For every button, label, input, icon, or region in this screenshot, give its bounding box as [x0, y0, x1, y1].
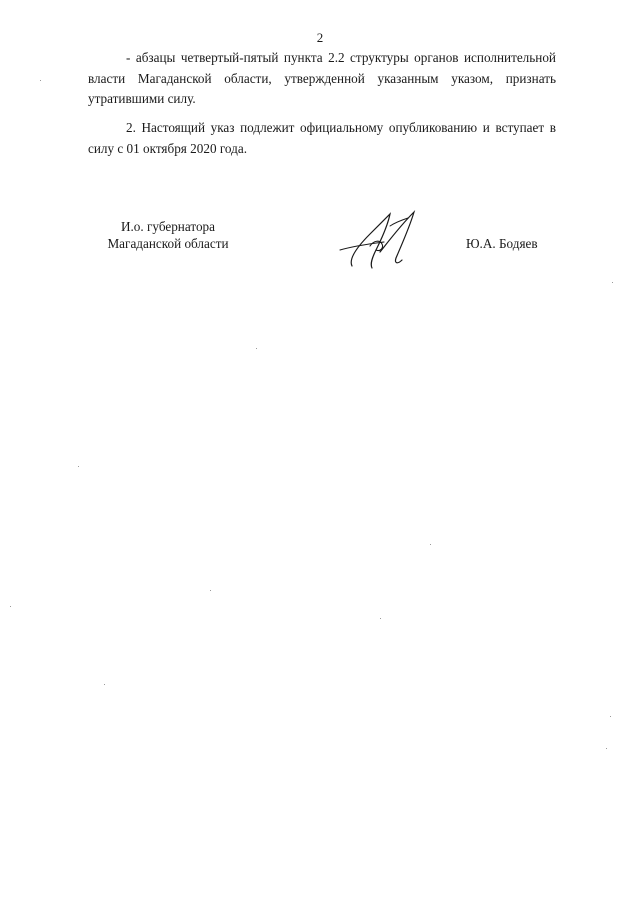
paragraph-repeal: - абзацы четвертый-пятый пункта 2.2 структуры органов исполнительной власти Магаданской области, утвержденной указанным указом, признать утратившими силу.	[88, 50, 556, 106]
scan-speck	[256, 348, 257, 349]
scan-speck	[380, 618, 381, 619]
handwritten-signature	[330, 206, 425, 274]
scan-speck	[610, 716, 611, 717]
scan-speck	[612, 282, 613, 283]
scan-speck	[430, 544, 431, 545]
scan-speck	[606, 748, 607, 749]
signatory-name: Ю.А. Бодяев	[466, 236, 538, 251]
page-number: 2	[316, 30, 324, 45]
scan-speck	[40, 80, 41, 81]
paragraph-entry-into-force: 2. Настоящий указ подлежит официальному опубликованию и вступает в силу с 01 октября 2020 года.	[88, 120, 556, 156]
signatory-title-line2: Магаданской области	[107, 236, 229, 251]
scan-speck	[210, 590, 211, 591]
scan-speck	[78, 466, 79, 467]
scan-speck	[104, 684, 105, 685]
signatory-title-line1: И.о. губернатора	[120, 219, 216, 234]
scan-speck	[10, 606, 11, 607]
